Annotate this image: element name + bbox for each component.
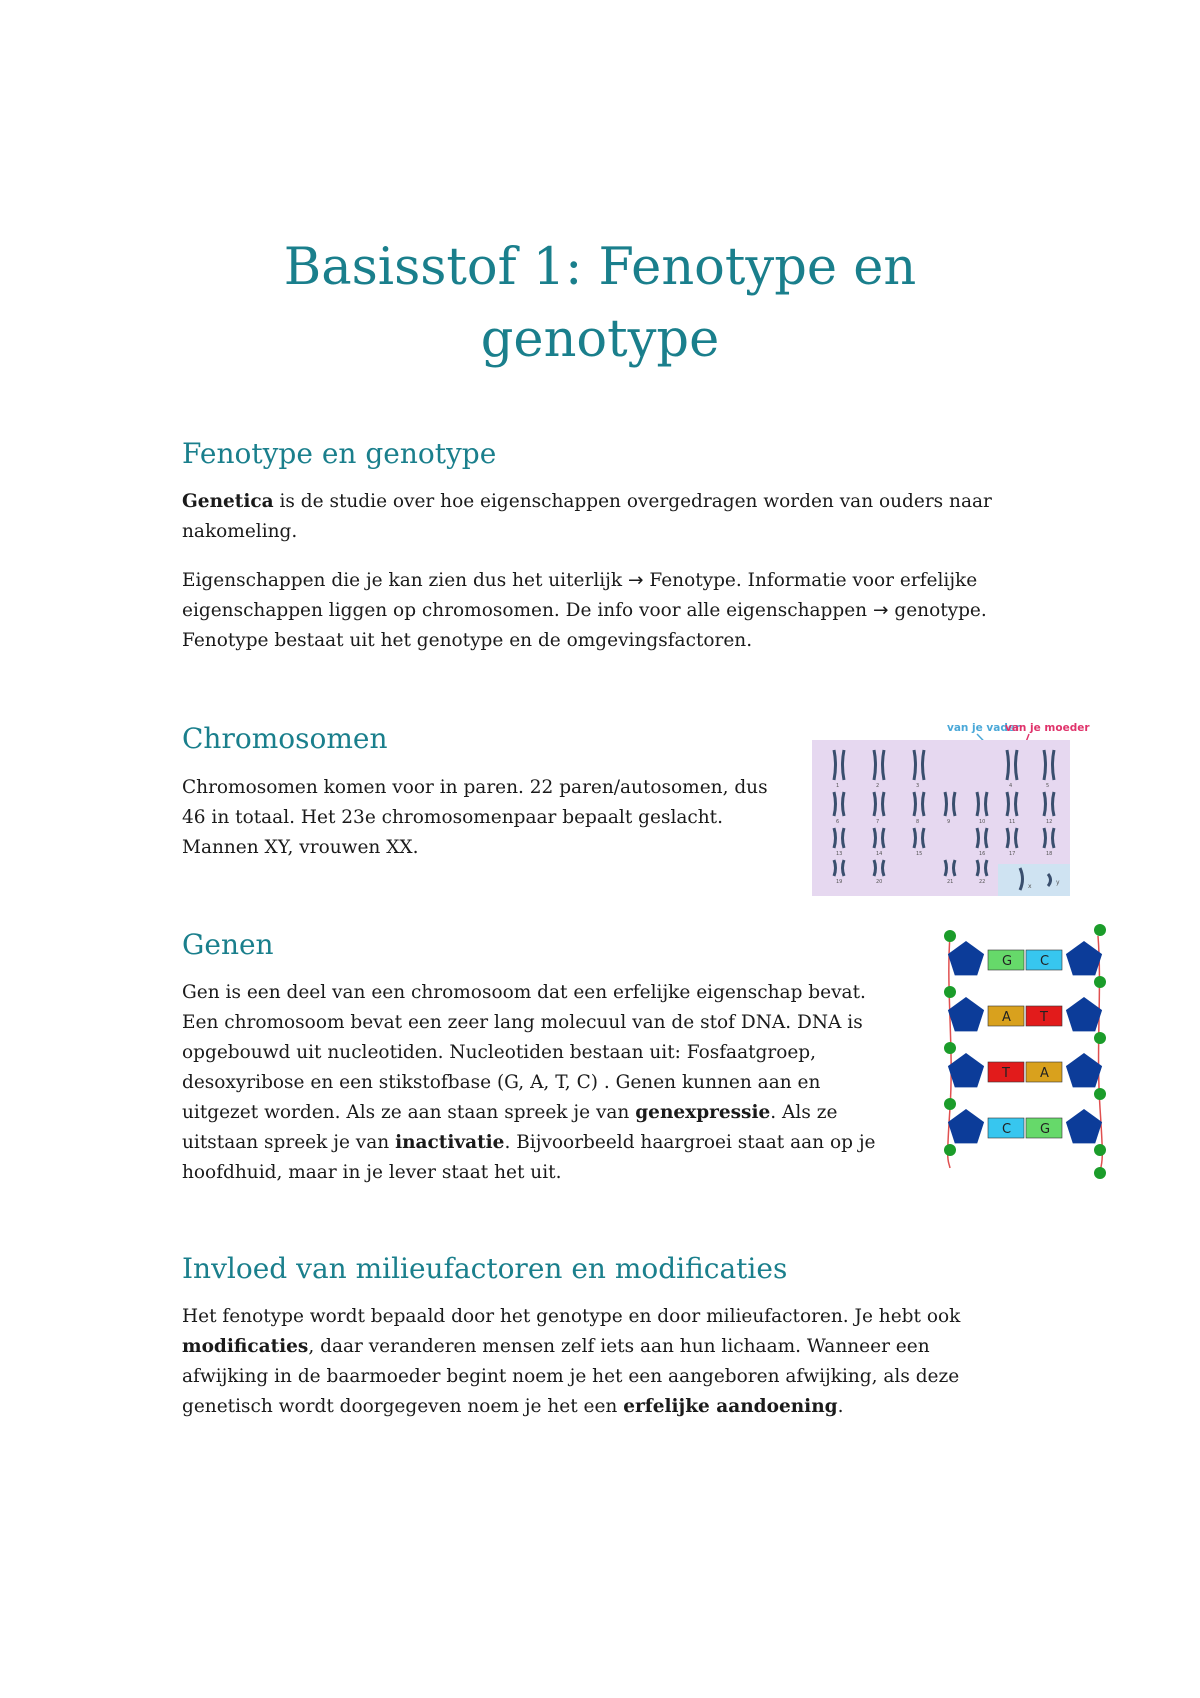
term-modificaties: modificaties [182,1336,309,1357]
karyotype-figure [812,720,1090,896]
label-father: van je vader [947,722,1021,734]
chromosome [1016,750,1018,780]
chromosome [843,792,845,816]
chromosome [1044,828,1046,848]
chromosome-number: 16 [979,851,986,857]
chromosome-number: 20 [876,879,883,885]
chromosome [986,828,988,848]
chromosome [914,828,916,848]
phosphate-group [1094,1167,1106,1179]
text-part: Het fenotype wordt bepaald door het genotype en door milieufactoren. Je hebt ook [182,1306,961,1327]
phosphate-group [944,1144,956,1156]
chromosome [986,860,988,876]
term-genexpressie: genexpressie [635,1102,771,1123]
deoxyribose-sugar [1066,941,1102,975]
term-genetica: Genetica [182,491,274,512]
chromosome [923,792,925,816]
phosphate-group [1094,1032,1106,1044]
chromosome-number: 17 [1009,851,1016,857]
chromosome [1053,828,1055,848]
chromosome [843,860,845,876]
phosphate-group [1094,924,1106,936]
dna-diagram [940,928,1110,1178]
chromosome [1016,828,1018,848]
base-letter: G [1040,1122,1051,1137]
chromosome-number: 5 [1046,783,1050,789]
phosphate-group [944,1098,956,1110]
heading-chromosomen: Chromosomen [182,722,388,755]
chromosome [977,792,979,816]
chromosome-number: 13 [836,851,843,857]
chromosome [834,750,836,780]
chromosome [977,860,979,876]
heading-milieufactoren: Invloed van milieufactoren en modificaties [182,1252,788,1285]
chromosome [1007,828,1009,848]
chromosome-number: y [1056,879,1060,886]
chromosome-number: 19 [836,879,843,885]
chromosome-number: 1 [836,783,840,789]
chromosome-number: 14 [876,851,883,857]
chromosome [1007,750,1009,780]
chromosome [1044,792,1046,816]
chromosome [883,792,885,816]
deoxyribose-sugar [1066,997,1102,1031]
chromosome-number: 21 [947,879,954,885]
paragraph-genen [182,978,882,1188]
chromosome-number: 4 [1009,783,1013,789]
deoxyribose-sugar [1066,1109,1102,1143]
chromosome [954,792,956,816]
chromosome-number: 18 [1046,851,1053,857]
base-letter: T [1040,1010,1048,1025]
chromosome [834,828,836,848]
paragraph-chromosomen: Chromosomen komen voor in paren. 22 paren/autosomen, dus 46 in totaal. Het 23e chromosomenpaar bepaalt geslacht. Mannen XY, vrouwen XX. [182,777,768,858]
chromosome [945,792,947,816]
chromosome-number: 22 [979,879,986,885]
base-letter: A [1002,1010,1011,1025]
chromosome [1044,750,1046,780]
page-title: Basisstof 1: Fenotype en genotype [283,238,917,369]
paragraph-genetica-text: is de studie over hoe eigenschappen overgedragen worden van ouders naar nakomeling. [182,491,992,542]
text-part: , daar veranderen mensen zelf iets aan hun lichaam. Wanneer een afwijking in de baarmoeder begint noem je het een aangeboren afwijking, als deze genetisch wordt doorgegeven noem je het een [182,1336,960,1417]
term-erfelijke-aandoening: erfelijke aandoening [623,1396,838,1417]
chromosome [834,792,836,816]
term-inactivatie: inactivatie [395,1132,505,1153]
deoxyribose-sugar [948,997,984,1031]
chromosome [883,828,885,848]
chromosome [874,828,876,848]
heading-fenotype-genotype: Fenotype en genotype [182,437,497,470]
chromosome-number: x [1028,883,1032,890]
base-letter: G [1002,954,1013,969]
chromosome [1016,792,1018,816]
chromosome [914,792,916,816]
chromosome [977,828,979,848]
text-part: . Als ze uitstaan spreek je van [182,1102,838,1153]
chromosome [843,828,845,848]
deoxyribose-sugar [948,1053,984,1087]
text-part: genotype. Fenotype bestaat uit het genotype en de omgevingsfactoren. [182,600,987,651]
deoxyribose-sugar [1066,1053,1102,1087]
chromosome [945,860,947,876]
heading-genen: Genen [182,928,274,961]
deoxyribose-sugar [948,941,984,975]
chromosome-number: 10 [979,819,986,825]
chromosome [923,828,925,848]
chromosome [986,792,988,816]
text-part: Gen is een deel van een chromosoom dat een erfelijke eigenschap bevat. Een chromosoom bevat een zeer lang molecuul van de stof DNA. DNA is opgebouwd uit nucleotiden. Nucleotiden bestaan uit: Fosfaatgroep, desoxyribose en een stikstofbase (G, A, T, C) . Genen kunnen aan en uitgezet worden. Als ze aan staan spreek je van [182,982,866,1123]
paragraph-eigenschappen [182,566,1032,656]
label-mother: van je moeder [1005,722,1090,734]
chromosome-number: 3 [916,783,920,789]
chromosome [1053,792,1055,816]
chromosome-number: 8 [916,819,920,825]
chromosome [1053,750,1055,780]
chromosome-number: 15 [916,851,923,857]
chromosome [883,860,885,876]
phosphate-group [1094,1088,1106,1100]
base-letter: T [1002,1066,1010,1081]
chromosome [883,750,885,780]
chromosome [874,860,876,876]
chromosome-number: 7 [876,819,880,825]
arrow-right-icon: → [627,570,644,591]
base-letter: A [1040,1066,1049,1081]
chromosome-number: 2 [876,783,880,789]
chromosome [914,750,916,780]
phosphate-group [1094,976,1106,988]
chromosome-number: 11 [1009,819,1016,825]
text-part: Fenotype. Informatie voor erfelijke eigenschappen liggen op chromosomen. De info voor alle eigenschappen [182,570,978,621]
paragraph-milieufactoren [182,1302,1012,1422]
paragraph-genetica [182,487,1022,547]
phosphate-group [944,930,956,942]
chromosome [874,750,876,780]
text-part: . [837,1396,844,1417]
chromosome [1007,792,1009,816]
chromosome [874,792,876,816]
phosphate-group [1094,1144,1106,1156]
base-letter: C [1002,1122,1012,1137]
chromosome-number: 6 [836,819,840,825]
chromosome [923,750,925,780]
phosphate-group [944,1042,956,1054]
chromosome [954,860,956,876]
text-part: . Bijvoorbeeld haargroei staat aan op je hoofdhuid, maar in je lever staat het uit. [182,1132,876,1183]
arrow-right-icon: → [872,600,889,621]
chromosome-number: 12 [1046,819,1053,825]
deoxyribose-sugar [948,1109,984,1143]
backbone-right [1098,936,1102,1173]
chromosome [834,860,836,876]
chromosome-number: 9 [947,819,951,825]
phosphate-group [944,986,956,998]
base-letter: C [1040,954,1050,969]
base-pair-group [944,924,1106,1179]
chromosome [843,750,845,780]
text-part: Eigenschappen die je kan zien dus het uiterlijk [182,570,628,591]
